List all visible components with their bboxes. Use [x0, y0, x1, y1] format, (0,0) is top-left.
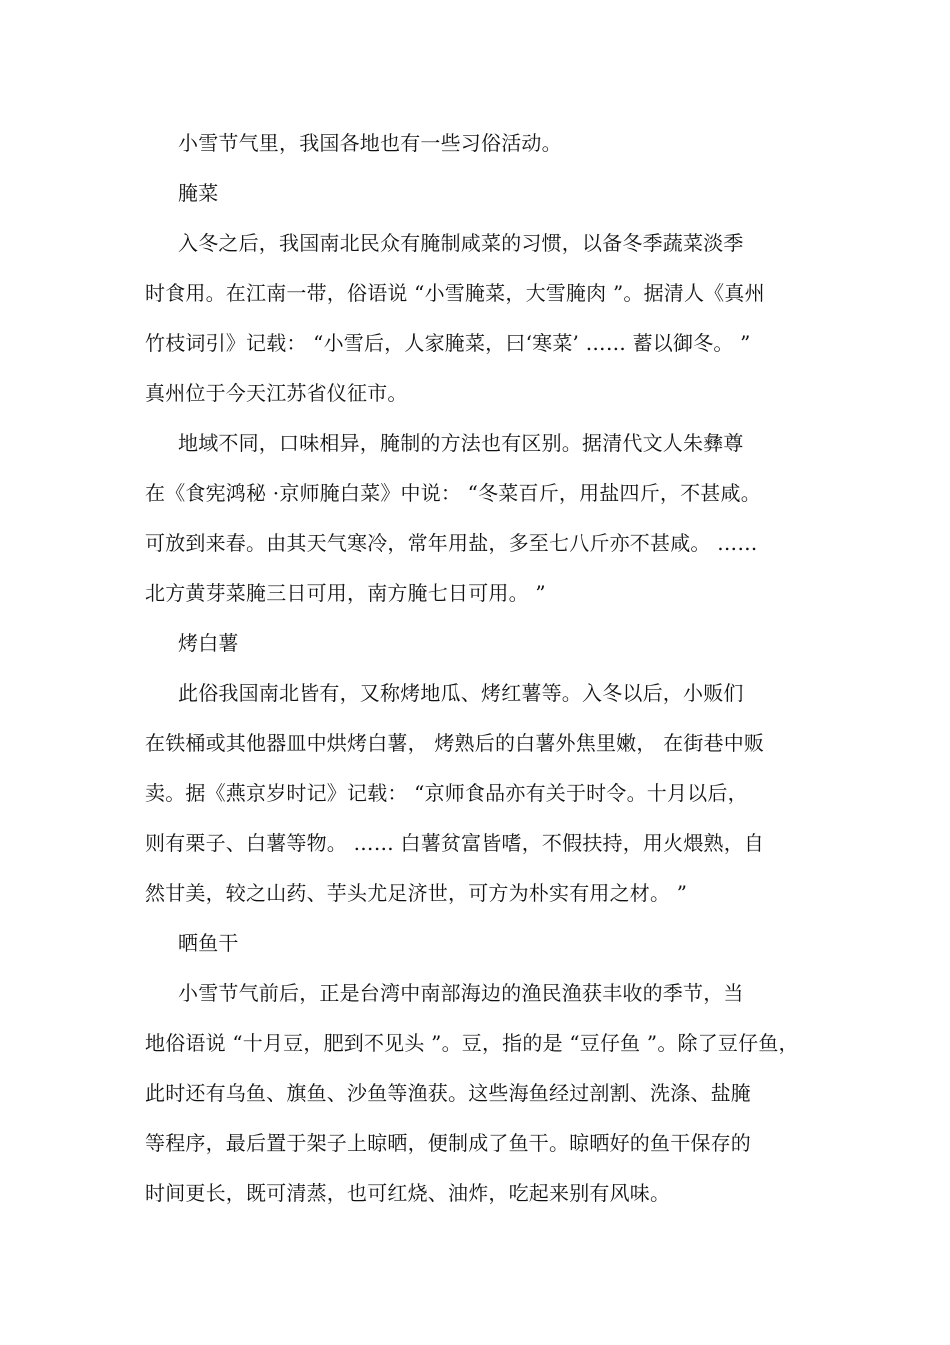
- paragraph-line: 入冬之后，我国南北民众有腌制咸菜的习惯，以备冬季蔬菜淡季: [178, 231, 744, 255]
- paragraph-line: 此时还有乌鱼、旗鱼、沙鱼等渔获。这些海鱼经过剖割、洗涤、盐腌: [145, 1081, 751, 1105]
- paragraph-line: 竹枝词引》记载： “小雪后，人家腌菜，曰‘寒菜’ …… 蓄以御冬。 ”: [145, 331, 751, 355]
- paragraph-line: 真州位于今天江苏省仪征市。: [145, 381, 408, 405]
- paragraph-intro: 小雪节气里，我国各地也有一些习俗活动。: [178, 131, 562, 155]
- section-heading-roasted-sweet-potato: 烤白薯: [178, 631, 239, 655]
- section-heading-pickled-vegetables: 腌菜: [178, 181, 219, 205]
- paragraph-line: 地域不同，口味相异，腌制的方法也有区别。据清代文人朱彝尊: [178, 431, 744, 455]
- paragraph-line: 此俗我国南北皆有，又称烤地瓜、烤红薯等。入冬以后，小贩们: [178, 681, 744, 705]
- paragraph-line: 卖。据《燕京岁时记》记载： “京师食品亦有关于时令。十月以后，: [145, 781, 748, 805]
- paragraph-line: 可放到来春。由其天气寒冷，常年用盐，多至七八斤亦不甚咸。 ……: [145, 531, 758, 555]
- paragraph-line: 在铁桶或其他器皿中烘烤白薯， 烤熟后的白薯外焦里嫩， 在街巷中贩: [145, 731, 765, 755]
- paragraph-line: 则有栗子、白薯等物。 …… 白薯贫富皆嗜，不假扶持，用火煨熟，自: [145, 831, 765, 855]
- paragraph-line: 在《食宪鸿秘 ·京师腌白菜》中说： “冬菜百斤，用盐四斤，不甚咸。: [145, 481, 761, 505]
- paragraph-line: 时间更长，既可清蒸，也可红烧、油炸，吃起来别有风味。: [145, 1181, 671, 1205]
- paragraph-line: 时食用。在江南一带，俗语说 “小雪腌菜，大雪腌肉 ”。据清人《真州: [145, 281, 765, 305]
- paragraph-line: 小雪节气前后，正是台湾中南部海边的渔民渔获丰收的季节，当: [178, 981, 744, 1005]
- paragraph-line: 北方黄芽菜腌三日可用，南方腌七日可用。 ”: [145, 581, 546, 605]
- section-heading-dried-fish: 晒鱼干: [178, 931, 239, 955]
- paragraph-line: 等程序，最后置于架子上晾晒，便制成了鱼干。晾晒好的鱼干保存的: [145, 1131, 751, 1155]
- paragraph-line: 地俗语说 “十月豆，肥到不见头 ”。豆，指的是 “豆仔鱼 ”。除了豆仔鱼，: [145, 1031, 799, 1055]
- paragraph-line: 然甘美，较之山药、芋头尤足济世，可方为朴实有用之材。 ”: [145, 881, 688, 905]
